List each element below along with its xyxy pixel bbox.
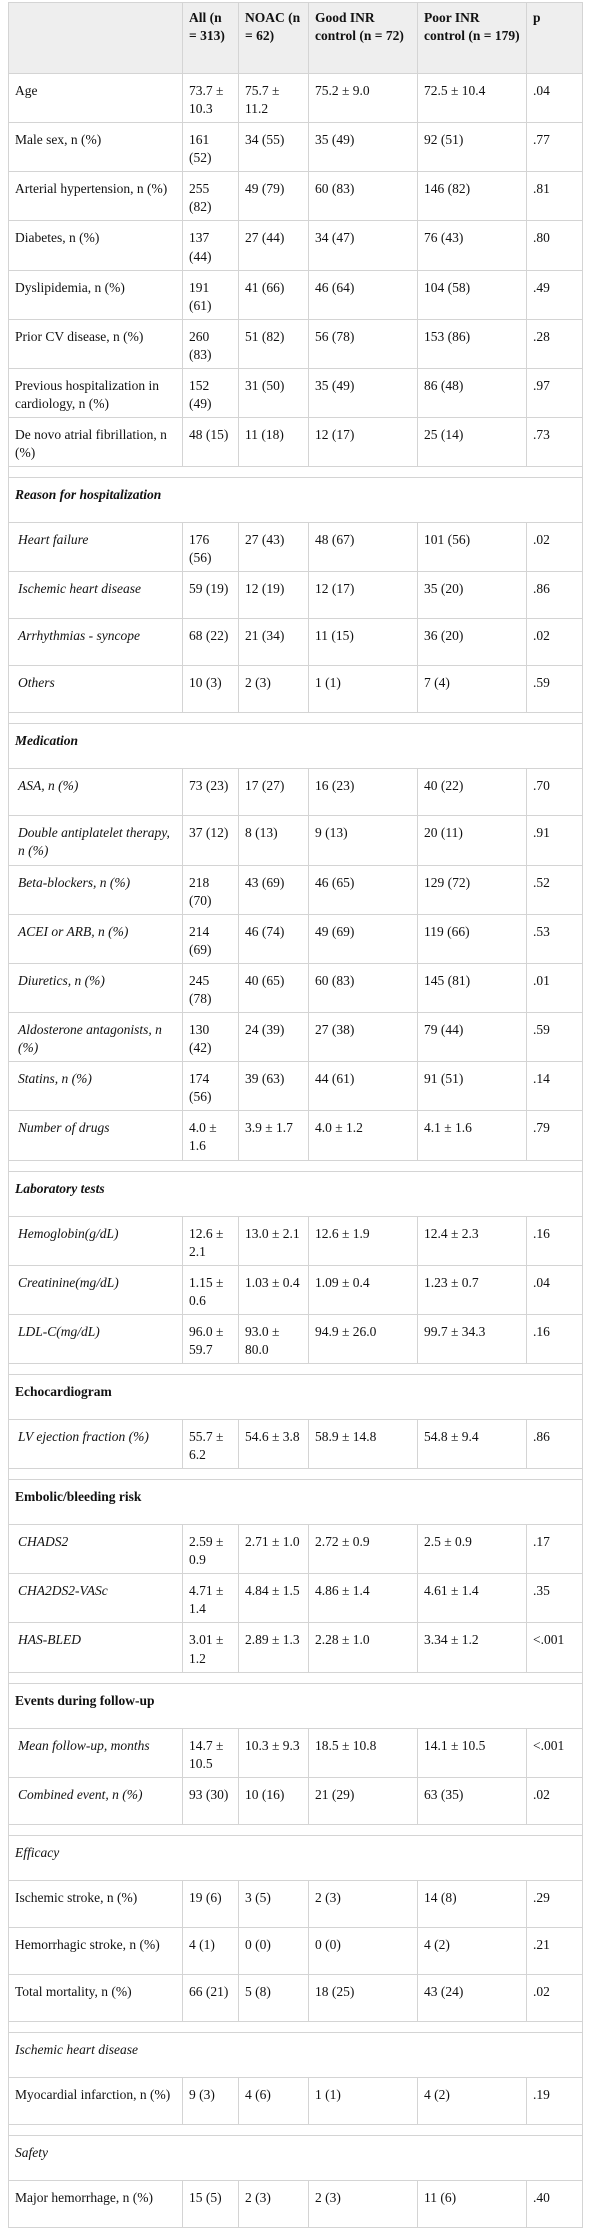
cell-p-value: .40 [527,2180,583,2227]
spacer-row [9,1469,583,1480]
spacer-cell [9,1363,583,1374]
row-label: Dyslipidemia, n (%) [9,270,183,319]
table-row [9,221,583,270]
table-row [9,123,583,172]
cell-all: 14.7 ± 10.5 [183,1728,239,1777]
cell-all: 73 (23) [183,769,239,816]
cell-poor-inr: 3.34 ± 1.2 [418,1623,527,1672]
table-row [9,572,583,619]
spacer-cell [9,1824,583,1835]
cell-p-value: .70 [527,769,583,816]
cell-poor-inr: 79 (44) [418,1013,527,1062]
row-label: Myocardial infarction, n (%) [9,2077,183,2124]
cell-poor-inr: 145 (81) [418,963,527,1012]
cell-noac: 11 (18) [239,418,309,467]
cell-good-inr: 56 (78) [309,319,418,368]
spacer-cell [9,2021,583,2032]
header-noac: NOAC (n = 62) [239,3,309,74]
cell-noac: 10 (16) [239,1777,309,1824]
cell-noac: 51 (82) [239,319,309,368]
table-row [9,914,583,963]
table-row [9,1974,583,2021]
section-title: Embolic/bleeding risk [9,1480,583,1525]
row-label: Arrhythmias - syncope [9,619,183,666]
cell-noac: 24 (39) [239,1013,309,1062]
section-row [9,2032,583,2077]
cell-good-inr: 1.09 ± 0.4 [309,1265,418,1314]
section-row [9,2135,583,2180]
cell-all: 245 (78) [183,963,239,1012]
cell-poor-inr: 153 (86) [418,319,527,368]
cell-all: 255 (82) [183,172,239,221]
cell-p-value: .02 [527,1974,583,2021]
cell-poor-inr: 86 (48) [418,368,527,417]
row-label: Statins, n (%) [9,1062,183,1111]
row-label: Prior CV disease, n (%) [9,319,183,368]
cell-p-value: .59 [527,666,583,713]
row-label: Previous hospitalization in cardiology, n (%) [9,368,183,417]
row-label: Heart failure [9,523,183,572]
row-label: Diuretics, n (%) [9,963,183,1012]
cell-p-value: .86 [527,572,583,619]
row-label: Ischemic stroke, n (%) [9,1880,183,1927]
cell-p-value: .73 [527,418,583,467]
cell-noac: 46 (74) [239,914,309,963]
table-row [9,1062,583,1111]
spacer-cell [9,1160,583,1171]
cell-noac: 2.89 ± 1.3 [239,1623,309,1672]
cell-poor-inr: 104 (58) [418,270,527,319]
cell-p-value: .04 [527,74,583,123]
cell-all: 3.01 ± 1.2 [183,1623,239,1672]
cell-poor-inr: 25 (14) [418,418,527,467]
cell-poor-inr: 119 (66) [418,914,527,963]
cell-noac: 49 (79) [239,172,309,221]
cell-poor-inr: 7 (4) [418,666,527,713]
cell-all: 73.7 ± 10.3 [183,74,239,123]
table-row [9,1111,583,1160]
row-label: Aldosterone antagonists, n (%) [9,1013,183,1062]
cell-all: 2.59 ± 0.9 [183,1525,239,1574]
table-row [9,172,583,221]
spacer-row [9,1160,583,1171]
table-row [9,368,583,417]
table-row [9,1728,583,1777]
cell-poor-inr: 14 (8) [418,1880,527,1927]
cell-all: 218 (70) [183,865,239,914]
section-row [9,478,583,523]
cell-noac: 4.84 ± 1.5 [239,1574,309,1623]
cell-good-inr: 0 (0) [309,1927,418,1974]
cell-p-value: .02 [527,619,583,666]
cell-all: 4 (1) [183,1927,239,1974]
cell-good-inr: 35 (49) [309,368,418,417]
cell-poor-inr: 11 (6) [418,2180,527,2227]
cell-poor-inr: 20 (11) [418,816,527,865]
cell-poor-inr: 36 (20) [418,619,527,666]
cell-all: 96.0 ± 59.7 [183,1314,239,1363]
cell-poor-inr: 54.8 ± 9.4 [418,1419,527,1468]
cell-noac: 2.71 ± 1.0 [239,1525,309,1574]
row-label: Beta-blockers, n (%) [9,865,183,914]
row-label: Arterial hypertension, n (%) [9,172,183,221]
cell-noac: 12 (19) [239,572,309,619]
cell-all: 48 (15) [183,418,239,467]
row-label: Total mortality, n (%) [9,1974,183,2021]
section-row [9,724,583,769]
cell-poor-inr: 91 (51) [418,1062,527,1111]
table-row [9,1013,583,1062]
cell-all: 260 (83) [183,319,239,368]
row-label: Combined event, n (%) [9,1777,183,1824]
table-row [9,1574,583,1623]
cell-good-inr: 1 (1) [309,2077,418,2124]
cell-noac: 93.0 ± 80.0 [239,1314,309,1363]
cell-all: 66 (21) [183,1974,239,2021]
section-title: Echocardiogram [9,1374,583,1419]
row-label: De novo atrial fibrillation, n (%) [9,418,183,467]
cell-noac: 1.03 ± 0.4 [239,1265,309,1314]
cell-poor-inr: 2.5 ± 0.9 [418,1525,527,1574]
row-label: LDL-C(mg/dL) [9,1314,183,1363]
table-row [9,1216,583,1265]
table-row [9,74,583,123]
table-row [9,1525,583,1574]
header-good-inr: Good INR control (n = 72) [309,3,418,74]
cell-good-inr: 48 (67) [309,523,418,572]
table-row [9,865,583,914]
row-label: Others [9,666,183,713]
cell-all: 130 (42) [183,1013,239,1062]
cell-noac: 27 (43) [239,523,309,572]
cell-all: 191 (61) [183,270,239,319]
cell-all: 137 (44) [183,221,239,270]
cell-poor-inr: 43 (24) [418,1974,527,2021]
cell-p-value: .02 [527,523,583,572]
cell-good-inr: 2 (3) [309,1880,418,1927]
data-table [8,2,583,2228]
cell-noac: 2 (3) [239,2180,309,2227]
cell-noac: 39 (63) [239,1062,309,1111]
cell-all: 176 (56) [183,523,239,572]
cell-p-value: .77 [527,123,583,172]
row-label: Number of drugs [9,1111,183,1160]
cell-good-inr: 60 (83) [309,172,418,221]
spacer-row [9,2021,583,2032]
cell-p-value: .19 [527,2077,583,2124]
row-label: Mean follow-up, months [9,1728,183,1777]
cell-good-inr: 58.9 ± 14.8 [309,1419,418,1468]
cell-all: 93 (30) [183,1777,239,1824]
row-label: ASA, n (%) [9,769,183,816]
cell-good-inr: 12.6 ± 1.9 [309,1216,418,1265]
row-label: LV ejection fraction (%) [9,1419,183,1468]
cell-all: 152 (49) [183,368,239,417]
table-row [9,270,583,319]
cell-poor-inr: 40 (22) [418,769,527,816]
cell-all: 174 (56) [183,1062,239,1111]
cell-good-inr: 21 (29) [309,1777,418,1824]
cell-noac: 41 (66) [239,270,309,319]
cell-poor-inr: 72.5 ± 10.4 [418,74,527,123]
cell-good-inr: 18.5 ± 10.8 [309,1728,418,1777]
cell-noac: 10.3 ± 9.3 [239,1728,309,1777]
cell-p-value: .81 [527,172,583,221]
cell-all: 1.15 ± 0.6 [183,1265,239,1314]
cell-all: 4.0 ± 1.6 [183,1111,239,1160]
cell-noac: 17 (27) [239,769,309,816]
cell-good-inr: 1 (1) [309,666,418,713]
cell-p-value: .79 [527,1111,583,1160]
cell-all: 12.6 ± 2.1 [183,1216,239,1265]
cell-noac: 4 (6) [239,2077,309,2124]
cell-good-inr: 18 (25) [309,1974,418,2021]
cell-good-inr: 4.0 ± 1.2 [309,1111,418,1160]
cell-p-value: .97 [527,368,583,417]
cell-good-inr: 2.28 ± 1.0 [309,1623,418,1672]
cell-noac: 31 (50) [239,368,309,417]
cell-p-value: .80 [527,221,583,270]
cell-poor-inr: 35 (20) [418,572,527,619]
header-row [9,3,583,74]
cell-poor-inr: 92 (51) [418,123,527,172]
cell-noac: 34 (55) [239,123,309,172]
cell-p-value: .29 [527,1880,583,1927]
cell-good-inr: 75.2 ± 9.0 [309,74,418,123]
cell-p-value: .14 [527,1062,583,1111]
table-row [9,1314,583,1363]
cell-noac: 54.6 ± 3.8 [239,1419,309,1468]
cell-good-inr: 49 (69) [309,914,418,963]
cell-noac: 3.9 ± 1.7 [239,1111,309,1160]
cell-noac: 21 (34) [239,619,309,666]
table-row [9,1419,583,1468]
cell-poor-inr: 4 (2) [418,2077,527,2124]
cell-noac: 2 (3) [239,666,309,713]
section-row [9,1480,583,1525]
row-label: CHA2DS2-VASc [9,1574,183,1623]
cell-all: 68 (22) [183,619,239,666]
table-row [9,963,583,1012]
cell-all: 161 (52) [183,123,239,172]
cell-good-inr: 4.86 ± 1.4 [309,1574,418,1623]
cell-good-inr: 11 (15) [309,619,418,666]
cell-noac: 3 (5) [239,1880,309,1927]
section-row [9,1835,583,1880]
cell-poor-inr: 76 (43) [418,221,527,270]
section-title: Safety [9,2135,583,2180]
row-label: Diabetes, n (%) [9,221,183,270]
cell-all: 9 (3) [183,2077,239,2124]
cell-good-inr: 27 (38) [309,1013,418,1062]
row-label: Hemoglobin(g/dL) [9,1216,183,1265]
header-p-value: p [527,3,583,74]
cell-noac: 27 (44) [239,221,309,270]
cell-poor-inr: 14.1 ± 10.5 [418,1728,527,1777]
cell-poor-inr: 4 (2) [418,1927,527,1974]
row-label: Creatinine(mg/dL) [9,1265,183,1314]
table-row [9,2180,583,2227]
table-row [9,816,583,865]
spacer-cell [9,1672,583,1683]
header-label [9,3,183,74]
cell-p-value: .49 [527,270,583,319]
table-row [9,1880,583,1927]
section-row [9,1171,583,1216]
cell-all: 19 (6) [183,1880,239,1927]
spacer-row [9,1824,583,1835]
row-label: Hemorrhagic stroke, n (%) [9,1927,183,1974]
cell-p-value: .35 [527,1574,583,1623]
section-title: Medication [9,724,583,769]
cell-good-inr: 35 (49) [309,123,418,172]
cell-all: 59 (19) [183,572,239,619]
cell-good-inr: 16 (23) [309,769,418,816]
cell-all: 37 (12) [183,816,239,865]
cell-good-inr: 44 (61) [309,1062,418,1111]
cell-all: 10 (3) [183,666,239,713]
table-row [9,1623,583,1672]
cell-good-inr: 46 (65) [309,865,418,914]
table-row [9,769,583,816]
cell-noac: 75.7 ± 11.2 [239,74,309,123]
section-title: Reason for hospitalization [9,478,583,523]
cell-good-inr: 2.72 ± 0.9 [309,1525,418,1574]
section-title: Events during follow-up [9,1683,583,1728]
row-label: Major hemorrhage, n (%) [9,2180,183,2227]
section-title: Efficacy [9,1835,583,1880]
cell-p-value: .17 [527,1525,583,1574]
cell-good-inr: 60 (83) [309,963,418,1012]
header-all: All (n = 313) [183,3,239,74]
row-label: HAS-BLED [9,1623,183,1672]
cell-p-value: <.001 [527,1728,583,1777]
cell-good-inr: 12 (17) [309,418,418,467]
spacer-row [9,713,583,724]
cell-all: 214 (69) [183,914,239,963]
cell-poor-inr: 146 (82) [418,172,527,221]
cell-p-value: .52 [527,865,583,914]
cell-noac: 43 (69) [239,865,309,914]
row-label: ACEI or ARB, n (%) [9,914,183,963]
row-label: CHADS2 [9,1525,183,1574]
cell-poor-inr: 99.7 ± 34.3 [418,1314,527,1363]
cell-good-inr: 12 (17) [309,572,418,619]
spacer-cell [9,713,583,724]
cell-p-value: .16 [527,1314,583,1363]
cell-p-value: .86 [527,1419,583,1468]
cell-good-inr: 9 (13) [309,816,418,865]
spacer-row [9,2124,583,2135]
cell-p-value: .91 [527,816,583,865]
cell-p-value: .28 [527,319,583,368]
cell-good-inr: 34 (47) [309,221,418,270]
cell-all: 55.7 ± 6.2 [183,1419,239,1468]
cell-all: 15 (5) [183,2180,239,2227]
table-row [9,1777,583,1824]
cell-poor-inr: 101 (56) [418,523,527,572]
cell-poor-inr: 1.23 ± 0.7 [418,1265,527,1314]
section-title: Ischemic heart disease [9,2032,583,2077]
row-label: Ischemic heart disease [9,572,183,619]
table-row [9,1265,583,1314]
spacer-cell [9,1469,583,1480]
table-row [9,319,583,368]
cell-good-inr: 46 (64) [309,270,418,319]
cell-good-inr: 2 (3) [309,2180,418,2227]
table-row [9,1927,583,1974]
cell-all: 4.71 ± 1.4 [183,1574,239,1623]
cell-noac: 5 (8) [239,1974,309,2021]
cell-poor-inr: 4.61 ± 1.4 [418,1574,527,1623]
table-header [9,3,583,74]
cell-p-value: <.001 [527,1623,583,1672]
row-label: Double antiplatelet therapy, n (%) [9,816,183,865]
spacer-cell [9,467,583,478]
cell-noac: 0 (0) [239,1927,309,1974]
row-label: Age [9,74,183,123]
cell-p-value: .01 [527,963,583,1012]
cell-p-value: .21 [527,1927,583,1974]
table-row [9,418,583,467]
cell-noac: 8 (13) [239,816,309,865]
cell-noac: 13.0 ± 2.1 [239,1216,309,1265]
spacer-row [9,467,583,478]
cell-p-value: .16 [527,1216,583,1265]
section-row [9,1374,583,1419]
table-body [9,74,583,2228]
cell-p-value: .59 [527,1013,583,1062]
cell-p-value: .53 [527,914,583,963]
spacer-row [9,1363,583,1374]
cell-p-value: .02 [527,1777,583,1824]
section-row [9,1683,583,1728]
spacer-row [9,1672,583,1683]
row-label: Male sex, n (%) [9,123,183,172]
cell-poor-inr: 63 (35) [418,1777,527,1824]
cell-poor-inr: 129 (72) [418,865,527,914]
cell-noac: 40 (65) [239,963,309,1012]
table-row [9,2077,583,2124]
cell-poor-inr: 12.4 ± 2.3 [418,1216,527,1265]
spacer-cell [9,2124,583,2135]
section-title: Laboratory tests [9,1171,583,1216]
cell-poor-inr: 4.1 ± 1.6 [418,1111,527,1160]
table-row [9,666,583,713]
header-poor-inr: Poor INR control (n = 179) [418,3,527,74]
cell-p-value: .04 [527,1265,583,1314]
table-row [9,619,583,666]
cell-good-inr: 94.9 ± 26.0 [309,1314,418,1363]
table-row [9,523,583,572]
